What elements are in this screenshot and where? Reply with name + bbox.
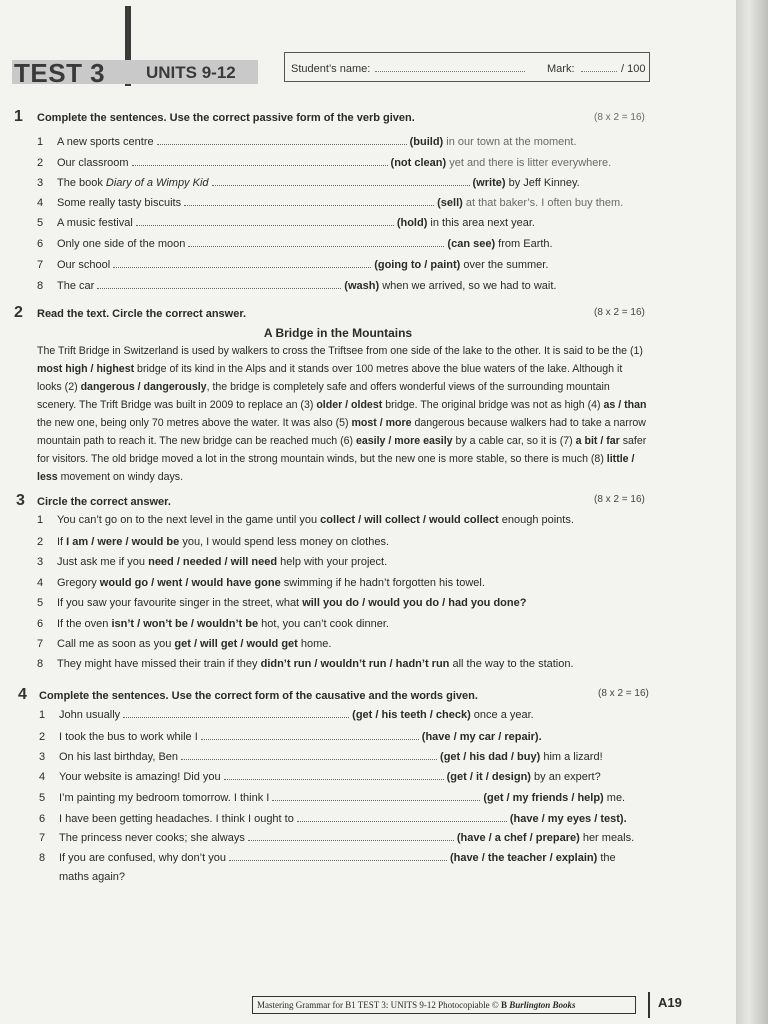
word-hint: (get / my friends / help) [483, 792, 604, 804]
answer-choices[interactable]: get / will get / would get [174, 638, 298, 650]
item-text: The princess never cooks; she always [59, 832, 245, 844]
item-text: Call me as soon as you [57, 638, 175, 650]
answer-blank[interactable] [136, 217, 394, 226]
answer-blank[interactable] [248, 832, 454, 841]
item-text: The book [57, 177, 106, 189]
passage-segment: dangerous because walkers had to take a narrow mountain path to reach it. The new bridge can be reached much (6) [37, 417, 646, 447]
item-number: 5 [37, 597, 44, 609]
passage-segment: movement on windy days. [57, 471, 184, 483]
word-hint: (get / his dad / buy) [440, 751, 541, 763]
s4-item-7 [39, 832, 634, 844]
item-number: 7 [37, 638, 44, 650]
passage-segment: bridge of its kind in the Alps and it stands over 100 metres above the blue waters of the lake. Although it looks (2) [37, 363, 623, 393]
footer-credit [252, 996, 636, 1014]
s3-item-4 [37, 577, 485, 589]
verb-hint: (wash) [344, 280, 380, 292]
item-number: 5 [39, 792, 46, 804]
s4-item-2 [39, 731, 542, 743]
mark-field[interactable] [581, 65, 617, 72]
item-number: 2 [37, 157, 44, 169]
answer-blank[interactable] [201, 731, 419, 740]
answer-choice[interactable]: most / more [351, 417, 412, 429]
item-text: The car [57, 280, 95, 292]
answer-choice[interactable]: little / less [37, 453, 635, 483]
s3-item-6 [37, 618, 389, 630]
verb-hint: (going to / paint) [374, 259, 461, 271]
answer-choices[interactable]: will you do / would you do / had you done? [302, 597, 527, 609]
item-text-end: her meals. [579, 832, 635, 844]
item-text-end: when we arrived, so we had to wait. [379, 280, 557, 292]
item-text: They might have missed their train if they [57, 658, 261, 670]
item-number: 7 [39, 832, 46, 844]
mark-total: / 100 [621, 63, 646, 75]
item-text: If you saw your favourite singer in the street, what [57, 597, 303, 609]
item-text: Your website is amazing! Did you [59, 771, 221, 783]
item-text: If the oven [57, 618, 112, 630]
answer-choices[interactable]: isn’t / won’t be / wouldn’t be [111, 618, 259, 630]
answer-blank[interactable] [181, 751, 437, 760]
item-text-end: him a lizard! [540, 751, 603, 763]
footer-publisher: Burlington Books [509, 1000, 576, 1010]
verb-hint: (build) [409, 136, 444, 148]
verb-hint: (sell) [437, 197, 463, 209]
item-text-end: in this area next year. [427, 217, 535, 229]
item-text: Just ask me if you [57, 556, 149, 568]
answer-blank[interactable] [184, 197, 434, 206]
item-text: Our school [57, 259, 111, 271]
answer-blank[interactable] [123, 709, 349, 718]
item-text-end: at that baker’s. I often buy them. [462, 197, 624, 209]
mark-label: Mark: [547, 63, 575, 75]
item-text-end: swimming if he hadn’t forgotten his towel. [280, 577, 485, 589]
answer-blank[interactable] [188, 238, 444, 247]
item-text-end: enough points. [498, 514, 574, 526]
item-text: You can’t go on to the next level in the game until you [57, 514, 321, 526]
s1-item-3 [37, 177, 580, 189]
answer-choice[interactable]: a bit / far [575, 435, 620, 447]
s4-item-1 [39, 709, 534, 721]
test-number: TEST 3 [14, 58, 106, 88]
item-number: 6 [37, 618, 44, 630]
section-3-instruction: Circle the correct answer. [37, 496, 171, 508]
section-1-instruction: Complete the sentences. Use the correct passive form of the verb given. [37, 112, 415, 124]
s4-item-8 [39, 852, 616, 864]
item-number: 3 [39, 751, 46, 763]
item-text: Only one side of the moon [57, 238, 186, 250]
s3-item-2 [37, 536, 389, 548]
item-number: 2 [37, 536, 44, 548]
s4-item-6 [39, 813, 627, 825]
answer-blank[interactable] [157, 136, 407, 145]
item-number: 8 [37, 280, 44, 292]
section-2-score: (8 x 2 = 16) [594, 307, 645, 318]
answer-choices[interactable]: I am / were / would be [66, 536, 180, 548]
test-units: UNITS 9-12 [146, 63, 236, 82]
item-text-end: by Jeff Kinney. [505, 177, 580, 189]
item-number: 6 [37, 238, 44, 250]
item-number: 2 [39, 731, 46, 743]
item-text-end: the [597, 852, 616, 864]
item-text-end: all the way to the station. [449, 658, 574, 670]
section-1-score: (8 x 2 = 16) [594, 112, 645, 123]
answer-choice[interactable]: older / oldest [316, 399, 383, 411]
s1-item-8 [37, 280, 556, 292]
book-title: Diary of a Wimpy Kid [105, 177, 209, 189]
s4-item-5 [39, 792, 625, 804]
item-number: 3 [37, 177, 44, 189]
s1-item-2 [37, 157, 611, 169]
section-2-instruction: Read the text. Circle the correct answer. [37, 308, 247, 320]
item-number: 1 [39, 709, 46, 721]
item-text: maths again? [59, 871, 126, 883]
s1-item-1 [37, 136, 577, 148]
passage-segment: by a cable car, so it is (7) [452, 435, 576, 447]
verb-hint: (not clean) [390, 157, 447, 169]
item-text: If you are confused, why don’t you [59, 852, 226, 864]
answer-blank[interactable] [113, 259, 371, 268]
page-edge [736, 0, 768, 1024]
section-4-instruction: Complete the sentences. Use the correct form of the causative and the words given. [39, 690, 478, 702]
word-hint: (get / it / design) [446, 771, 531, 783]
section-3-score: (8 x 2 = 16) [594, 494, 645, 505]
answer-choices[interactable]: didn’t run / wouldn’t run / hadn’t run [260, 658, 450, 670]
item-text-end: once a year. [470, 709, 534, 721]
word-hint: (have / a chef / prepare) [456, 832, 580, 844]
verb-hint: (can see) [447, 238, 496, 250]
item-text: I took the bus to work while I [59, 731, 198, 743]
page-number: A19 [658, 995, 682, 1010]
word-hint: (get / his teeth / check) [352, 709, 471, 721]
section-2-number: 2 [14, 304, 23, 321]
answer-choices[interactable]: would go / went / would have gone [99, 577, 281, 589]
item-number: 1 [37, 136, 44, 148]
item-number: 5 [37, 217, 44, 229]
s4-item-8-continued [59, 871, 125, 883]
item-number: 1 [37, 514, 44, 526]
item-number: 4 [37, 577, 44, 589]
section-1-number: 1 [14, 108, 23, 125]
answer-blank[interactable] [132, 157, 388, 166]
item-text-end: from Earth. [495, 238, 553, 250]
passage-title: A Bridge in the Mountains [263, 326, 413, 340]
item-number: 7 [37, 259, 44, 271]
s3-item-5 [37, 597, 526, 609]
s1-item-5 [37, 217, 535, 229]
s3-item-3 [37, 556, 387, 568]
answer-blank[interactable] [297, 813, 507, 822]
item-text: John usually [59, 709, 121, 721]
passage-segment: the new one, being only 70 metres above the water. It was also (5) [37, 417, 352, 429]
s4-item-3 [39, 751, 603, 763]
item-text-end: help with your project. [277, 556, 388, 568]
section-3-number: 3 [16, 492, 25, 509]
item-text: Gregory [57, 577, 100, 589]
s3-item-1 [37, 514, 574, 526]
answer-choices[interactable]: need / needed / will need [148, 556, 278, 568]
footer-divider [648, 992, 650, 1018]
item-text: On his last birthday, Ben [59, 751, 179, 763]
item-text-end: me. [603, 792, 626, 804]
item-text: A music festival [57, 217, 133, 229]
answer-choices[interactable]: collect / will collect / would collect [320, 514, 499, 526]
student-name-field[interactable] [375, 65, 525, 72]
item-text-end: over the summer. [460, 259, 549, 271]
item-text-end: in our town at the moment. [443, 136, 577, 148]
answer-choice[interactable]: most high / highest [37, 363, 135, 375]
item-text: I’m painting my bedroom tomorrow. I think I [59, 792, 270, 804]
answer-blank[interactable] [229, 852, 447, 861]
item-text-end: by an expert? [530, 771, 601, 783]
answer-choice[interactable]: as / than [603, 399, 647, 411]
item-number: 4 [39, 771, 46, 783]
s3-item-7 [37, 638, 331, 650]
answer-blank[interactable] [97, 280, 341, 289]
item-number: 3 [37, 556, 44, 568]
section-4-number: 4 [18, 686, 27, 703]
answer-blank[interactable] [212, 177, 470, 186]
verb-hint: (write) [472, 177, 506, 189]
section-4-score: (8 x 2 = 16) [598, 688, 649, 699]
answer-choice[interactable]: easily / more easily [355, 435, 453, 447]
passage-segment: The Trift Bridge in Switzerland is used by walkers to cross the Triftsee from one side of the lake to the other. It is said to be the (1) [37, 345, 643, 357]
passage-text [37, 342, 647, 486]
item-text: I have been getting headaches. I think I ought to [59, 813, 294, 825]
student-info-box [284, 52, 650, 82]
item-text: A new sports centre [57, 136, 154, 148]
item-number: 4 [37, 197, 44, 209]
answer-choice[interactable]: dangerous / dangerously [80, 381, 207, 393]
s4-item-4 [39, 771, 601, 783]
item-text-end: yet and there is litter everywhere. [446, 157, 612, 169]
passage-segment: , the bridge is completely safe and offers wonderful views of the surrounding mountain scenery. The Trift Bridge was built in 2009 to replace an (3) [37, 381, 610, 411]
item-number: 6 [39, 813, 46, 825]
passage-segment: bridge. The original bridge was not as high (4) [382, 399, 604, 411]
item-number: 8 [37, 658, 44, 670]
item-text-end: hot, you can’t cook dinner. [258, 618, 389, 630]
word-hint: (have / my eyes / test). [509, 813, 627, 825]
s1-item-6 [37, 238, 553, 250]
item-text: If [57, 536, 67, 548]
s1-item-7 [37, 259, 548, 271]
word-hint: (have / my car / repair). [421, 731, 542, 743]
s3-item-8 [37, 658, 574, 670]
item-text: Our classroom [57, 157, 129, 169]
publisher-logo-icon: B [500, 1000, 507, 1010]
item-text-end: you, I would spend less money on clothes. [179, 536, 389, 548]
passage-segment: safer for visitors. The old bridge moved a lot in the strong mountain winds, but the new one is more stable, so there is much (8) [37, 435, 647, 465]
footer-text: Mastering Grammar for B1 TEST 3: UNITS 9-12 Photocopiable © [257, 1000, 499, 1010]
item-text: Some really tasty biscuits [57, 197, 182, 209]
test-title-banner [12, 58, 258, 88]
answer-blank[interactable] [224, 771, 444, 780]
word-hint: (have / the teacher / explain) [449, 852, 598, 864]
s1-item-4 [37, 197, 623, 209]
item-text-end: home. [297, 638, 332, 650]
answer-blank[interactable] [272, 792, 480, 801]
item-number: 8 [39, 852, 46, 864]
student-name-label: Student’s name: [291, 63, 371, 75]
verb-hint: (hold) [396, 217, 428, 229]
